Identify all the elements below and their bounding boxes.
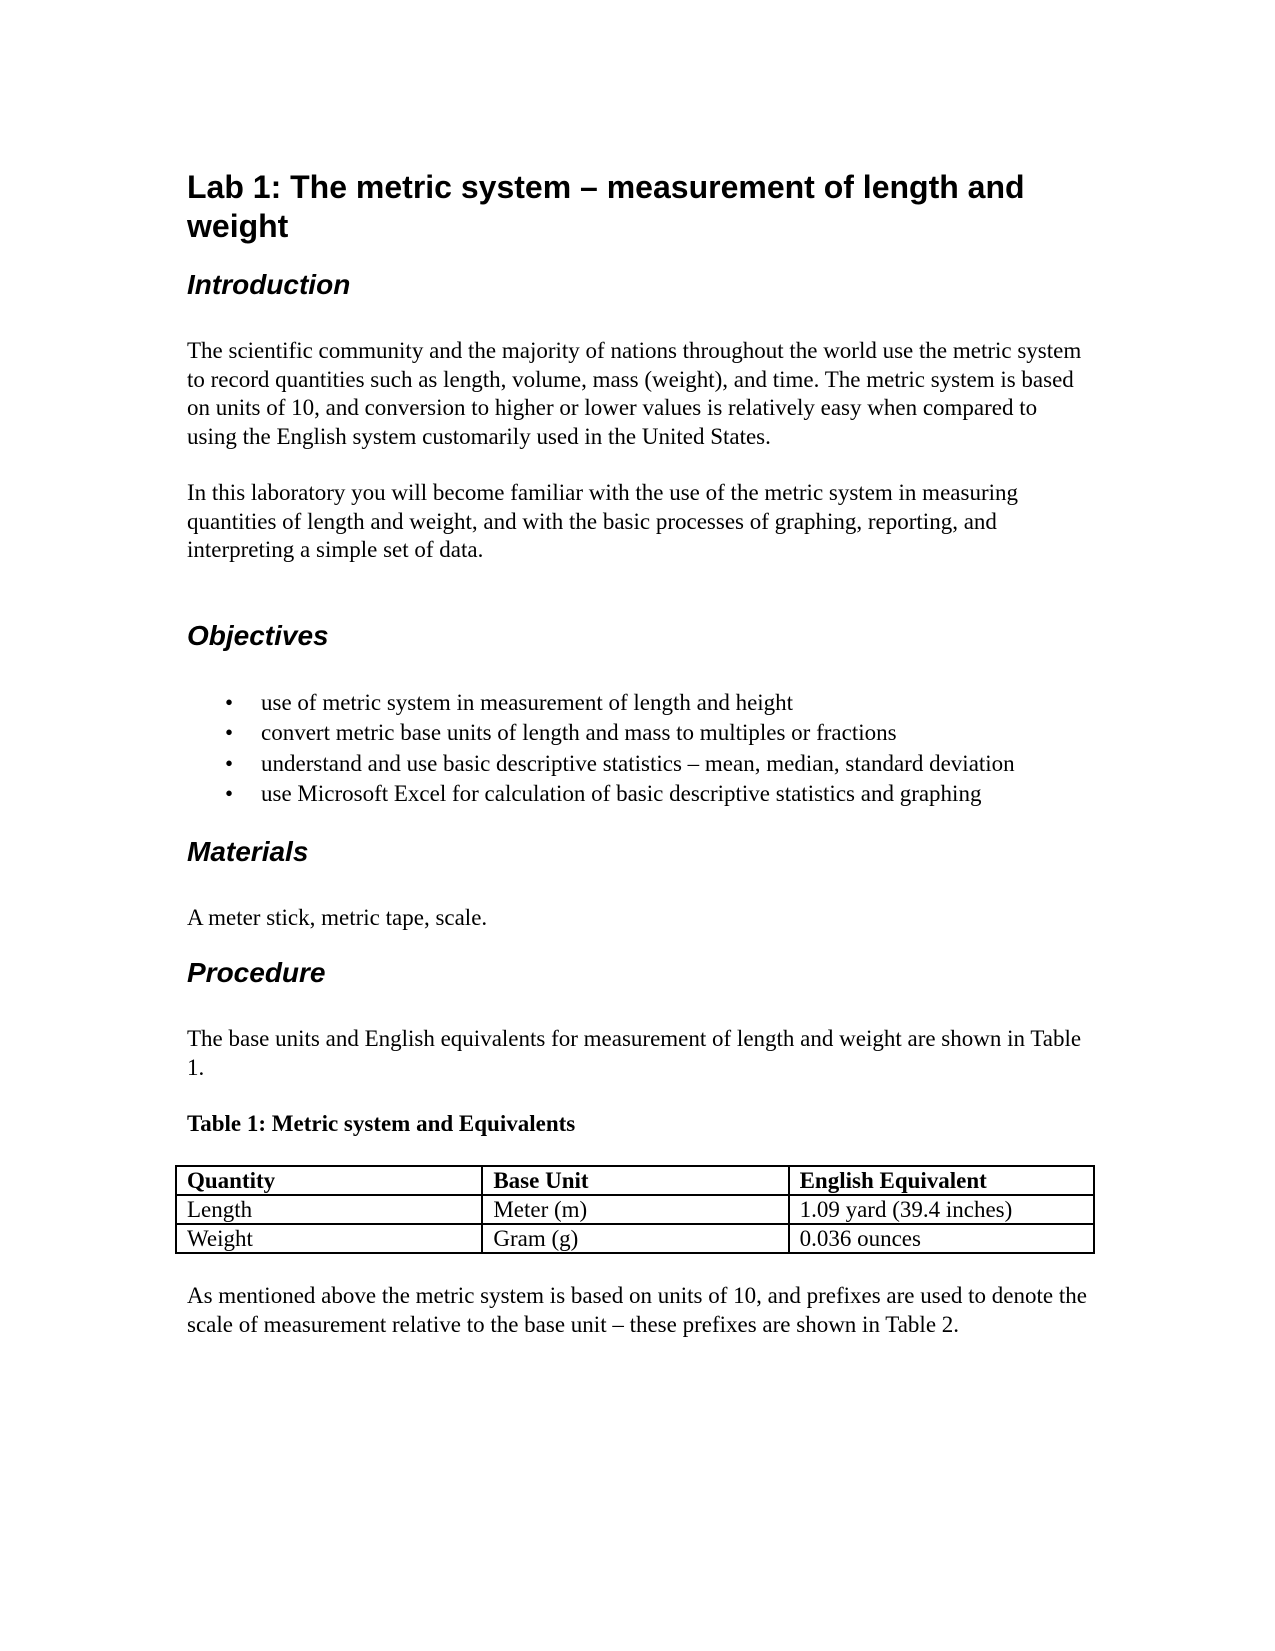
page-title: Lab 1: The metric system – measurement of length and weight bbox=[187, 169, 1025, 244]
table-1-caption: Table 1: Metric system and Equivalents bbox=[187, 1111, 576, 1136]
table-cell: 0.036 ounces bbox=[789, 1224, 1094, 1253]
procedure-intro: The base units and English equivalents for measurement of length and weight are shown in Table 1. bbox=[187, 1026, 1082, 1080]
column-header-quantity: Quantity bbox=[176, 1166, 482, 1195]
page-content bbox=[187, 168, 1092, 1339]
metric-equivalents-table bbox=[175, 1165, 1095, 1254]
table-cell: Weight bbox=[176, 1224, 482, 1253]
prefixes-paragraph: As mentioned above the metric system is based on units of 10, and prefixes are used to denote the scale of measurement relative to the base unit – these prefixes are shown in Table 2. bbox=[187, 1283, 1087, 1337]
table-cell: Length bbox=[176, 1195, 482, 1224]
table-row bbox=[176, 1224, 1094, 1253]
bullet-icon: • bbox=[225, 689, 234, 715]
column-header-base-unit: Base Unit bbox=[482, 1166, 788, 1195]
introduction-paragraph-2: In this laboratory you will become familiar with the use of the metric system in measuring quantities of length and weight, and with the basic processes of graphing, reporting, and interpreting a simple set of data. bbox=[187, 480, 1018, 562]
objective-text: use Microsoft Excel for calculation of basic descriptive statistics and graphing bbox=[261, 781, 982, 806]
objectives-heading: Objectives bbox=[187, 619, 329, 651]
bullet-icon: • bbox=[225, 750, 234, 776]
objective-text: use of metric system in measurement of length and height bbox=[261, 689, 794, 715]
list-item bbox=[187, 779, 1092, 810]
materials-text: A meter stick, metric tape, scale. bbox=[187, 904, 488, 930]
table-row bbox=[176, 1195, 1094, 1224]
list-item bbox=[187, 718, 1092, 749]
column-header-english-equivalent: English Equivalent bbox=[789, 1166, 1094, 1195]
list-item bbox=[187, 749, 1092, 780]
objective-text: understand and use basic descriptive statistics – mean, median, standard deviation bbox=[261, 750, 1015, 776]
objectives-list bbox=[187, 688, 1092, 810]
table-cell: Meter (m) bbox=[482, 1195, 788, 1224]
table-cell: Gram (g) bbox=[482, 1224, 788, 1253]
procedure-heading: Procedure bbox=[187, 957, 326, 988]
bullet-icon: • bbox=[225, 781, 234, 806]
table-header-row bbox=[176, 1166, 1094, 1195]
introduction-paragraph-1: The scientific community and the majority of nations throughout the world use the metric system to record quantities such as length, volume, mass (weight), and time. The metric system is based on units of 10, and conversion to higher or lower values is relatively easy when compared to using the English system customarily used in the United States. bbox=[187, 338, 1082, 449]
table-cell: 1.09 yard (39.4 inches) bbox=[789, 1195, 1094, 1224]
introduction-heading: Introduction bbox=[187, 269, 351, 300]
list-item bbox=[187, 688, 1092, 719]
materials-heading: Materials bbox=[187, 835, 309, 867]
bullet-icon: • bbox=[225, 720, 234, 745]
objective-text: convert metric base units of length and mass to multiples or fractions bbox=[261, 720, 897, 745]
